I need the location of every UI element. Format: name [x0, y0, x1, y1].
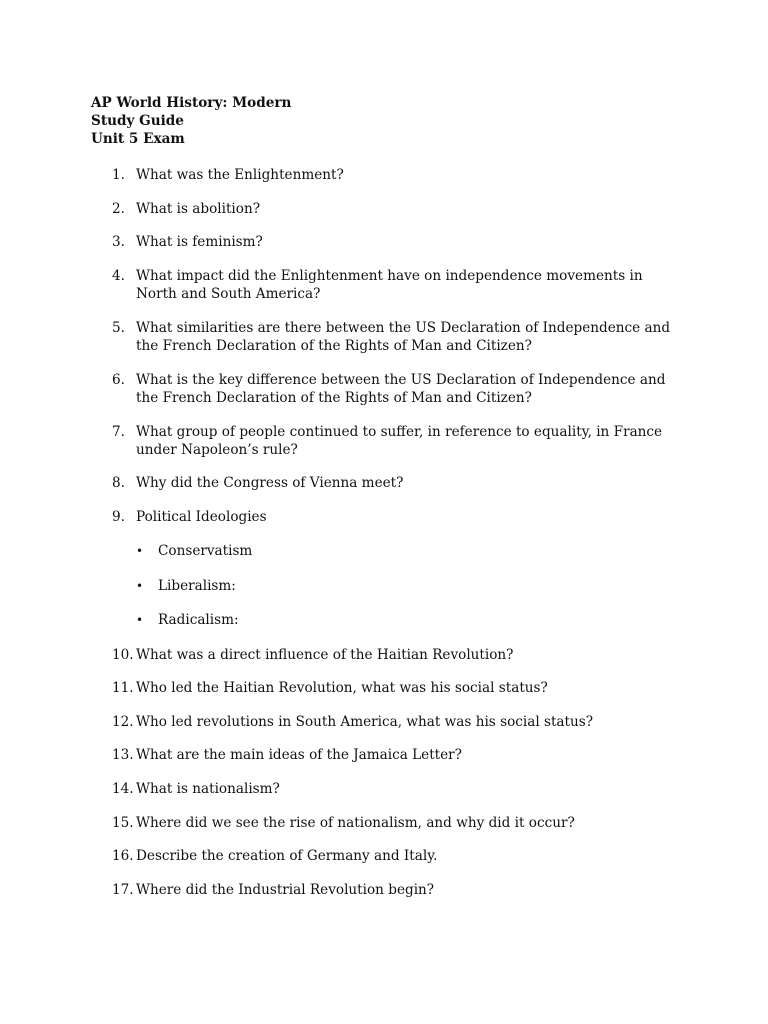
item-number: 2. — [112, 201, 125, 217]
list-item — [112, 423, 682, 459]
question-text: What is feminism? — [136, 234, 263, 250]
list-item — [112, 508, 682, 526]
item-number: 13. — [112, 747, 134, 763]
item-number: 4. — [112, 268, 125, 284]
list-item — [112, 881, 682, 899]
course-title: AP World History: Modern — [91, 95, 292, 111]
item-number: 7. — [112, 424, 125, 440]
bullet-icon: • — [136, 579, 144, 593]
list-item — [112, 814, 682, 832]
item-number: 6. — [112, 372, 125, 388]
question-text: Who led the Haitian Revolution, what was his social status? — [136, 680, 548, 696]
list-item — [112, 166, 682, 184]
list-item — [112, 679, 682, 697]
question-text: What is the key difference between the US Declaration of Independence and the French Declaration of the Rights of Man and Citizen? — [136, 372, 666, 406]
item-number: 3. — [112, 234, 125, 250]
list-item — [112, 474, 682, 492]
question-text: What are the main ideas of the Jamaica Letter? — [136, 747, 462, 763]
question-text: What was a direct influence of the Haitian Revolution? — [136, 647, 514, 663]
document-header — [91, 94, 291, 148]
list-item — [112, 200, 682, 218]
list-item — [112, 267, 682, 303]
item-number: 11. — [112, 680, 134, 696]
list-item — [112, 371, 682, 407]
question-text: Why did the Congress of Vienna meet? — [136, 475, 404, 491]
bullet-item — [136, 542, 252, 560]
question-text: Political Ideologies — [136, 509, 267, 525]
bullet-icon: • — [136, 544, 144, 558]
list-item — [112, 646, 682, 664]
question-text: What is nationalism? — [136, 781, 280, 797]
list-item — [112, 319, 682, 355]
item-number: 16. — [112, 848, 134, 864]
bullet-item — [136, 577, 236, 595]
question-text: What is abolition? — [136, 201, 260, 217]
ideology-label: Radicalism: — [158, 612, 239, 628]
item-number: 9. — [112, 509, 125, 525]
question-text: What was the Enlightenment? — [136, 167, 344, 183]
list-item — [112, 233, 682, 251]
item-number: 5. — [112, 320, 125, 336]
item-number: 15. — [112, 815, 134, 831]
item-number: 17. — [112, 882, 134, 898]
document-subtitle: Study Guide — [91, 113, 184, 129]
item-number: 12. — [112, 714, 134, 730]
list-item — [112, 847, 682, 865]
ideology-label: Liberalism: — [158, 578, 236, 594]
question-text: What group of people continued to suffer, in reference to equality, in France under Napoleon’s rule? — [136, 424, 663, 458]
question-text: Describe the creation of Germany and Italy. — [136, 848, 438, 864]
item-number: 10. — [112, 647, 134, 663]
list-item — [112, 780, 682, 798]
bullet-item — [136, 611, 239, 629]
item-number: 14. — [112, 781, 134, 797]
question-text: What impact did the Enlightenment have on independence movements in North and South America? — [136, 268, 643, 302]
question-text: Who led revolutions in South America, what was his social status? — [136, 714, 594, 730]
exam-title: Unit 5 Exam — [91, 131, 185, 147]
question-text: Where did the Industrial Revolution begin? — [136, 882, 435, 898]
list-item — [112, 746, 682, 764]
bullet-icon: • — [136, 613, 144, 627]
question-text: What similarities are there between the US Declaration of Independence and the French Declaration of the Rights of Man and Citizen? — [136, 320, 671, 354]
ideology-label: Conservatism — [158, 543, 253, 559]
question-text: Where did we see the rise of nationalism, and why did it occur? — [136, 815, 575, 831]
item-number: 1. — [112, 167, 125, 183]
item-number: 8. — [112, 475, 125, 491]
list-item — [112, 713, 682, 731]
